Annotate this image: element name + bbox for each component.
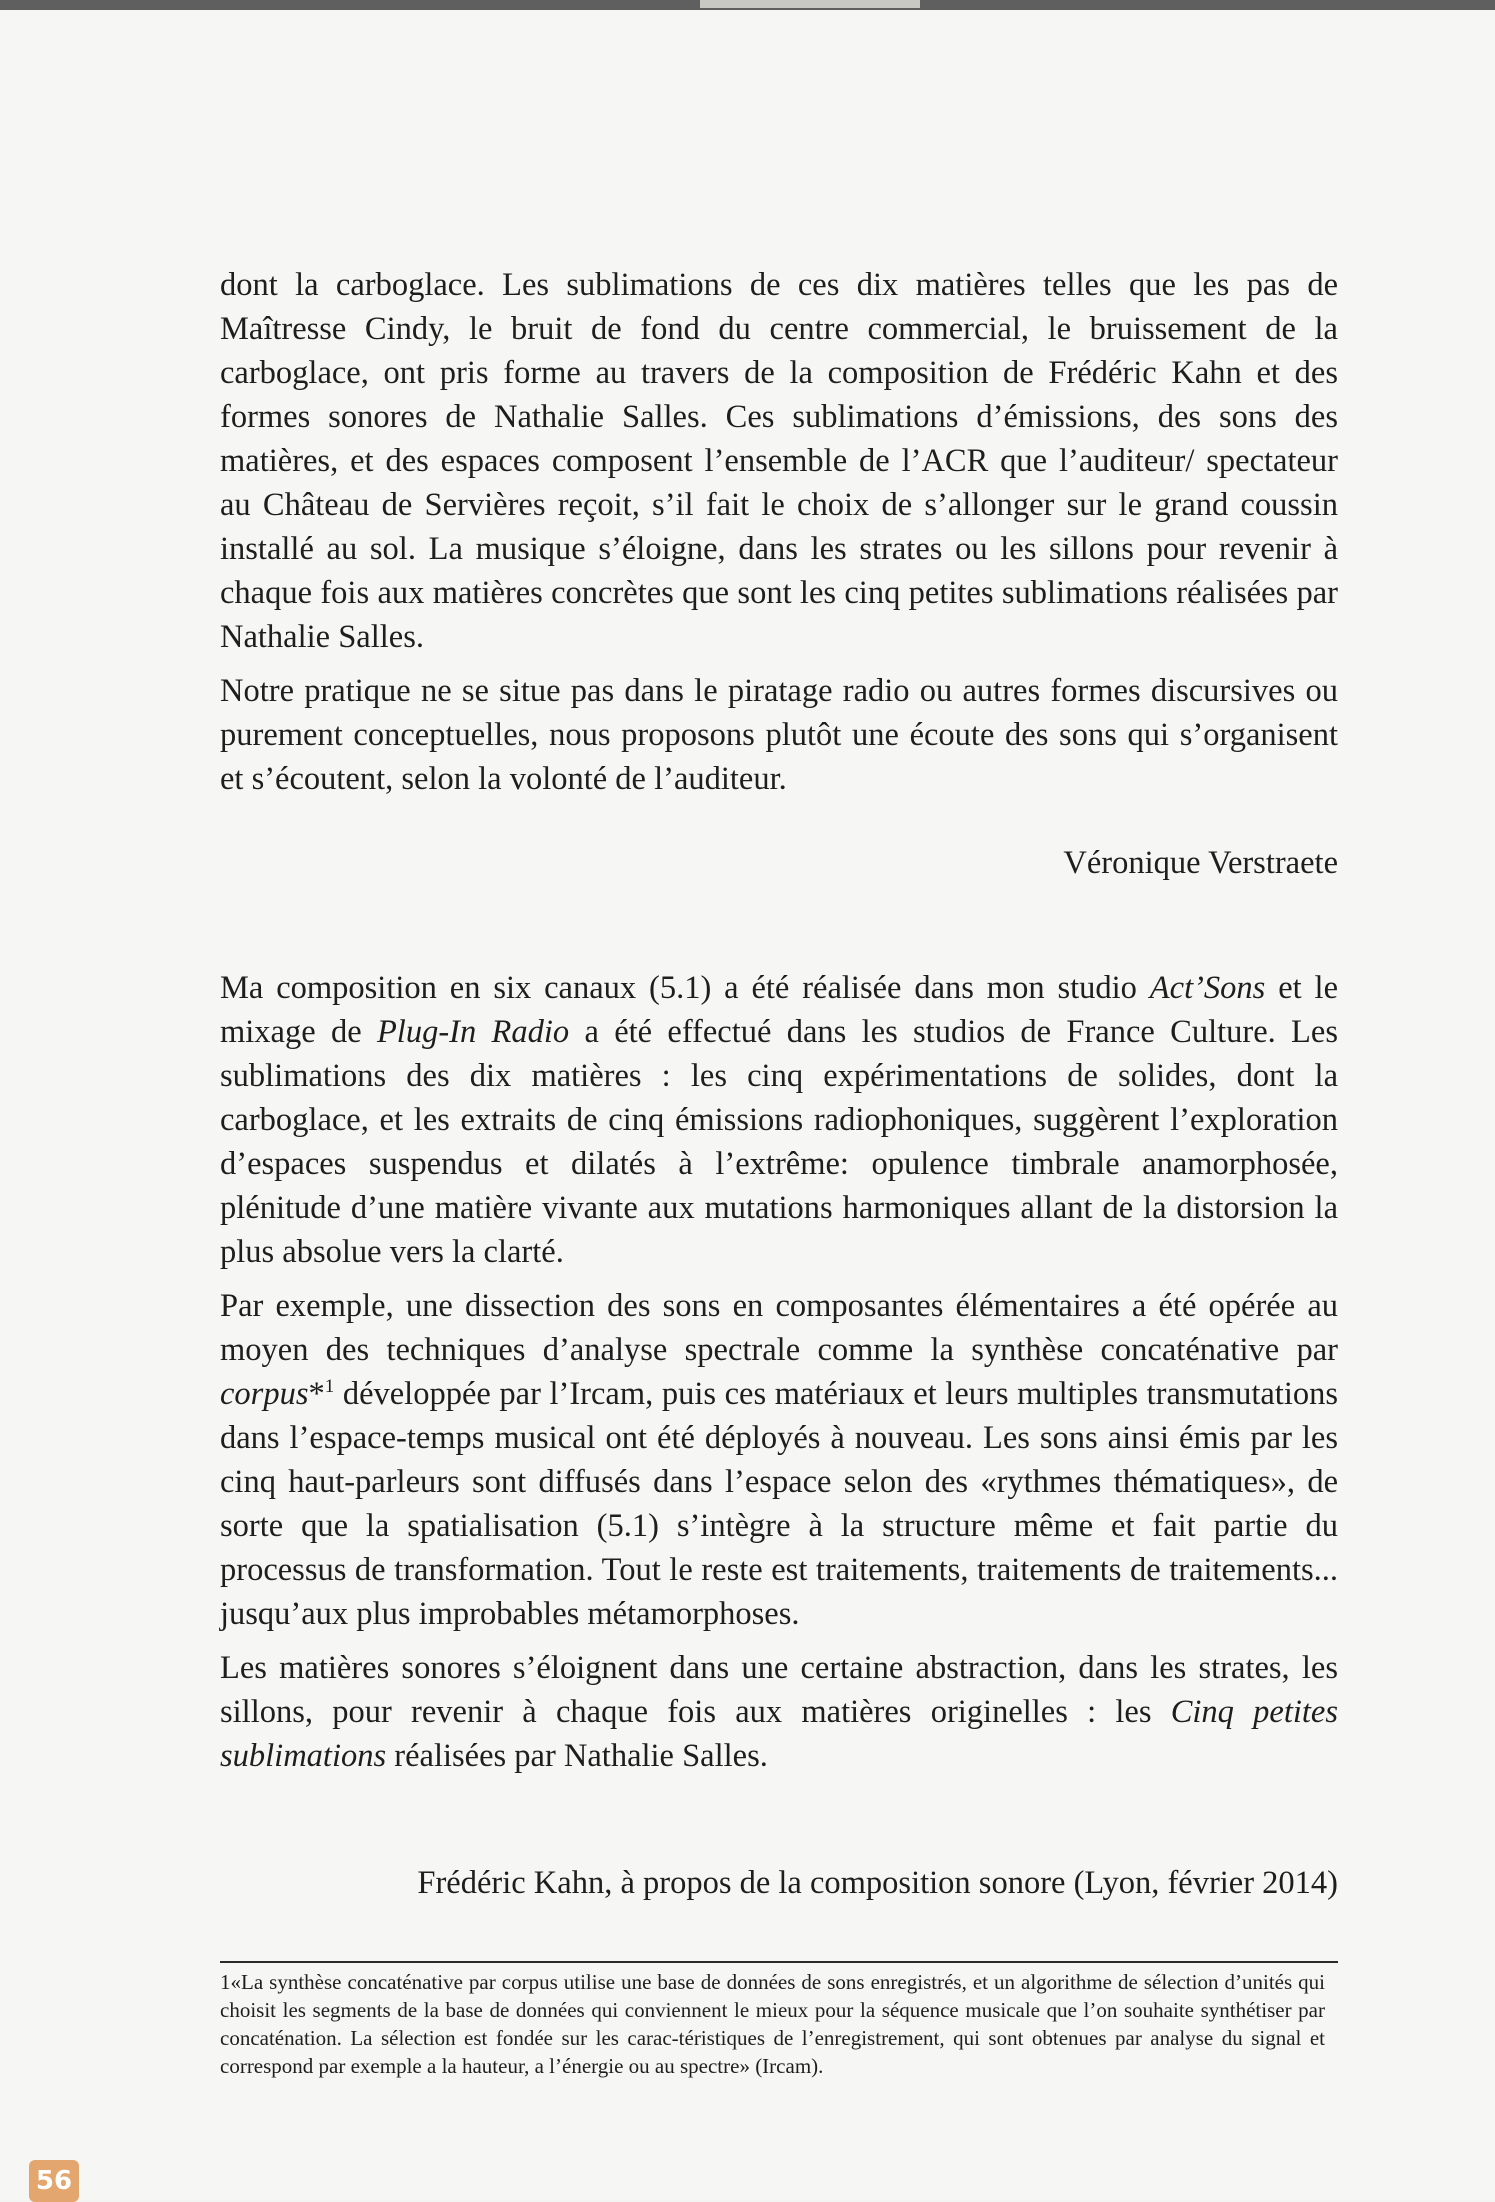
italic-run: Act’Sons — [1149, 970, 1266, 1006]
italic-run: Plug-In Radio — [376, 1014, 570, 1050]
section-kahn — [220, 966, 1338, 1788]
paragraph — [220, 263, 1338, 659]
book-page — [0, 10, 1495, 2200]
paragraph — [220, 1284, 1338, 1636]
text-run: Par exemple, une dissection des sons en composantes élémentaires a été opérée au moyen des techniques d’analyse spectrale comme la synthèse concaténative par — [220, 1288, 1338, 1368]
text-run: Ma composition en six canaux (5.1) a été réalisée dans mon studio — [220, 970, 1150, 1006]
text-run: Les matières sonores s’éloignent dans une certaine abstraction, dans les strates, les sillons, pour revenir à chaque fois aux matières originelles : les — [220, 1650, 1338, 1730]
italic-run: corpus — [220, 1376, 309, 1412]
text-run: réalisées par Nathalie Salles. — [386, 1738, 768, 1774]
italic-run: Cinq petites sublimations — [220, 1694, 1338, 1774]
section-verstraete — [220, 263, 1338, 811]
text-run: Notre pratique ne se situe pas dans le piratage radio ou autres formes discursives ou purement conceptuelles, nous proposons plutôt une écoute des sons qui s’organisent et s’écoutent, selon la volonté de l’auditeur. — [220, 673, 1338, 797]
footnote-ref: 1 — [324, 1376, 335, 1398]
page-number: 56 — [29, 2160, 79, 2202]
signature-verstraete: Véronique Verstraete — [1063, 845, 1338, 881]
scan-top-notch — [700, 0, 920, 8]
text-run: et le mixage de — [220, 970, 1338, 1050]
text-run: a été effectué dans les studios de France Culture. Les sublimations des dix matières : les cinq expérimentations de solides, dont la carboglace, et les extraits de cinq émissions radiophoniques, suggèrent l’exploration d’espaces suspendus et dilatés à l’extrême: opulence timbrale anamorphosée, plénitude d’une matière vivante aux mutations harmoniques allant de la distorsion la plus absolue vers la clarté. — [220, 1014, 1338, 1270]
text-run: * — [308, 1376, 325, 1412]
paragraph — [220, 669, 1338, 801]
paragraph — [220, 1646, 1338, 1778]
footnote-text: 1«La synthèse concaténative par corpus utilise une base de données de sons enregistrés, et un algorithme de sélection d’unités qui choisit les segments de la base de données qui conviennent le mieux pour la séquence musicale que l’on souhaite synthétiser par concaténation. La sélection est fondée sur les carac-téristiques de l’enregistrement, qui sont obtenues par analyse du signal et correspond par exemple a la hauteur, a l’énergie ou au spectre» (Ircam). — [220, 1970, 1325, 2078]
signature-kahn: Frédéric Kahn, à propos de la composition sonore (Lyon, février 2014) — [417, 1865, 1338, 1901]
text-run: dont la carboglace. Les sublimations de ces dix matières telles que les pas de Maîtresse Cindy, le bruit de fond du centre commercial, le bruissement de la carboglace, ont pris forme au travers de la composition de Frédéric Kahn et des formes sonores de Nathalie Salles. Ces sublimations d’émissions, des sons des matières, et des espaces composent l’ensemble de l’ACR que l’auditeur/ spectateur au Château de Servières reçoit, s’il fait le choix de s’allonger sur le grand coussin installé au sol. La musique s’éloigne, dans les strates ou les sillons pour revenir à chaque fois aux matières concrètes que sont les cinq petites sublimations réalisées par Nathalie Salles. — [220, 267, 1338, 655]
text-run: développée par l’Ircam, puis ces matériaux et leurs multiples transmutations dans l’espace-temps musical ont été déployés à nouveau. Les sons ainsi émis par les cinq haut-parleurs sont diffusés dans l’espace selon des «rythmes thématiques», de sorte que la spatialisation (5.1) s’intègre à la structure même et fait partie du processus de transformation. Tout le reste est traitements, traitements de traitements... jusqu’aux plus improbables métamorphoses. — [220, 1376, 1338, 1632]
paragraph — [220, 966, 1338, 1274]
footnote-rule — [220, 1961, 1338, 1963]
